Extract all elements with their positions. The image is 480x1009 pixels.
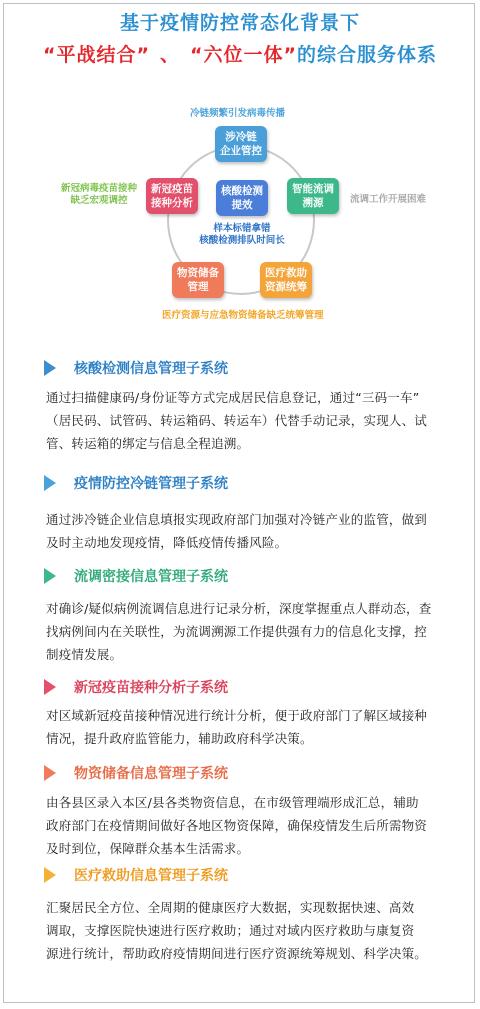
section-line: 情况，提升政府监管能力，辅助政府科学决策。 [46,731,313,746]
note-right: 流调工作开展困难 [350,194,427,205]
box-supplies-line1: 物资储备 [177,267,219,279]
box-medical-aid-line1: 医疗救助 [265,267,307,279]
box-medical-aid-line2: 资源统筹 [265,281,307,293]
box-flow-tracing-line2: 溯源 [302,197,324,209]
section-header-nucleic [44,358,228,378]
section-line: 找病例间内在关联性，为流调溯源工作提供强有力的信息化支撑，控 [46,624,428,639]
note-left [54,183,144,207]
box-supplies [172,262,224,298]
box-cold-chain-line2: 企业管控 [220,145,262,157]
subtitle-part3: 的综合服务体系 [296,44,437,66]
section-body-vaccine [46,704,446,750]
arrow-right-icon [44,679,56,695]
section-line: 管、转运箱的绑定与信息全程追溯。 [46,436,250,451]
subtitle-separator: 、 [159,44,180,66]
section-line: 汇聚居民全方位、全周期的健康医疗大数据，实现数据快速、高效 [46,900,415,915]
note-left-line2: 缺乏宏观调控 [70,195,128,206]
arrow-right-icon [44,360,56,376]
section-title: 新冠疫苗接种分析子系统 [74,680,228,696]
box-medical-aid [260,262,312,298]
section-header-flow [44,566,228,586]
section-line: 通过扫描健康码/身份证等方式完成居民信息登记，通过“三码一车” [46,390,420,405]
box-cold-chain-line1: 涉冷链 [225,131,257,143]
section-header-supplies [44,763,228,783]
arrow-right-icon [44,867,56,883]
section-line: 及时到位，保障群众基本生活需求。 [46,841,250,856]
section-header-medical [44,865,228,885]
note-bottom: 医疗资源与应急物资储备缺乏统筹管理 [162,310,324,321]
subtitle-part1: “平战结合” [43,44,150,66]
box-nucleic-test [216,180,268,216]
section-line: 制疫情发展。 [46,647,123,662]
section-line: 由各县区录入本区/县各类物资信息，在市级管理端形成汇总，辅助 [46,795,419,810]
system-diagram [0,100,480,330]
box-supplies-line2: 管理 [187,281,209,293]
note-center-line1: 样本标错拿错 [213,223,271,234]
note-center [192,223,292,247]
page-title: 基于疫情防控常态化背景下 [119,12,360,34]
section-line: 调取，支撑医院快速进行医疗救助；通过对域内医疗救助与康复资 [46,923,415,938]
section-title: 物资储备信息管理子系统 [74,766,228,782]
section-title: 医疗救助信息管理子系统 [74,868,228,884]
subtitle-part2: “六位一体” [190,44,297,66]
box-vaccine [146,178,198,214]
arrow-right-icon [44,475,56,491]
section-body-medical [46,896,446,965]
section-line: （居民码、试管码、转运箱码、转运车）代替手动记录，实现人、试 [46,413,428,428]
section-title: 核酸检测信息管理子系统 [74,361,228,377]
section-line: 源进行统计，帮助政府疫情期间进行医疗资源统筹规划、科学决策。 [46,946,428,961]
section-line: 政府部门在疫情期间做好各地区物资保障，确保疫情发生后所需物资 [46,818,428,833]
note-center-line2: 核酸检测排队时间长 [199,235,285,246]
section-line: 对区域新冠疫苗接种情况进行统计分析，便于政府部门了解区域接种 [46,708,428,723]
box-nucleic-test-line2: 提效 [231,199,253,211]
section-line: 及时主动地发现疫情，降低疫情传播风险。 [46,535,288,550]
section-body-flow [46,597,446,666]
section-title: 流调密接信息管理子系统 [74,569,228,585]
arrow-right-icon [44,568,56,584]
section-header-vaccine [44,677,228,697]
section-title: 疫情防控冷链管理子系统 [74,476,228,492]
note-top: 冷链频繁引发病毒传播 [190,108,286,119]
box-flow-tracing [287,178,339,214]
box-vaccine-line1: 新冠疫苗 [151,183,193,195]
section-line: 通过涉冷链企业信息填报实现政府部门加强对冷链产业的监管，做到 [46,512,428,527]
section-header-cold-chain [44,473,228,493]
section-body-supplies [46,791,446,860]
note-left-line1: 新冠病毒疫苗接种 [60,183,137,194]
box-cold-chain [215,126,267,162]
box-vaccine-line2: 接种分析 [151,197,193,209]
box-flow-tracing-line1: 智能流调 [292,183,334,195]
section-line: 对确诊/疑似病例流调信息进行记录分析，深度掌握重点人群动态，查 [46,601,432,616]
arrow-right-icon [44,765,56,781]
section-body-cold-chain [46,508,446,554]
section-body-nucleic [46,386,446,455]
page-subtitle [0,40,480,67]
box-nucleic-test-line1: 核酸检测 [221,185,263,197]
